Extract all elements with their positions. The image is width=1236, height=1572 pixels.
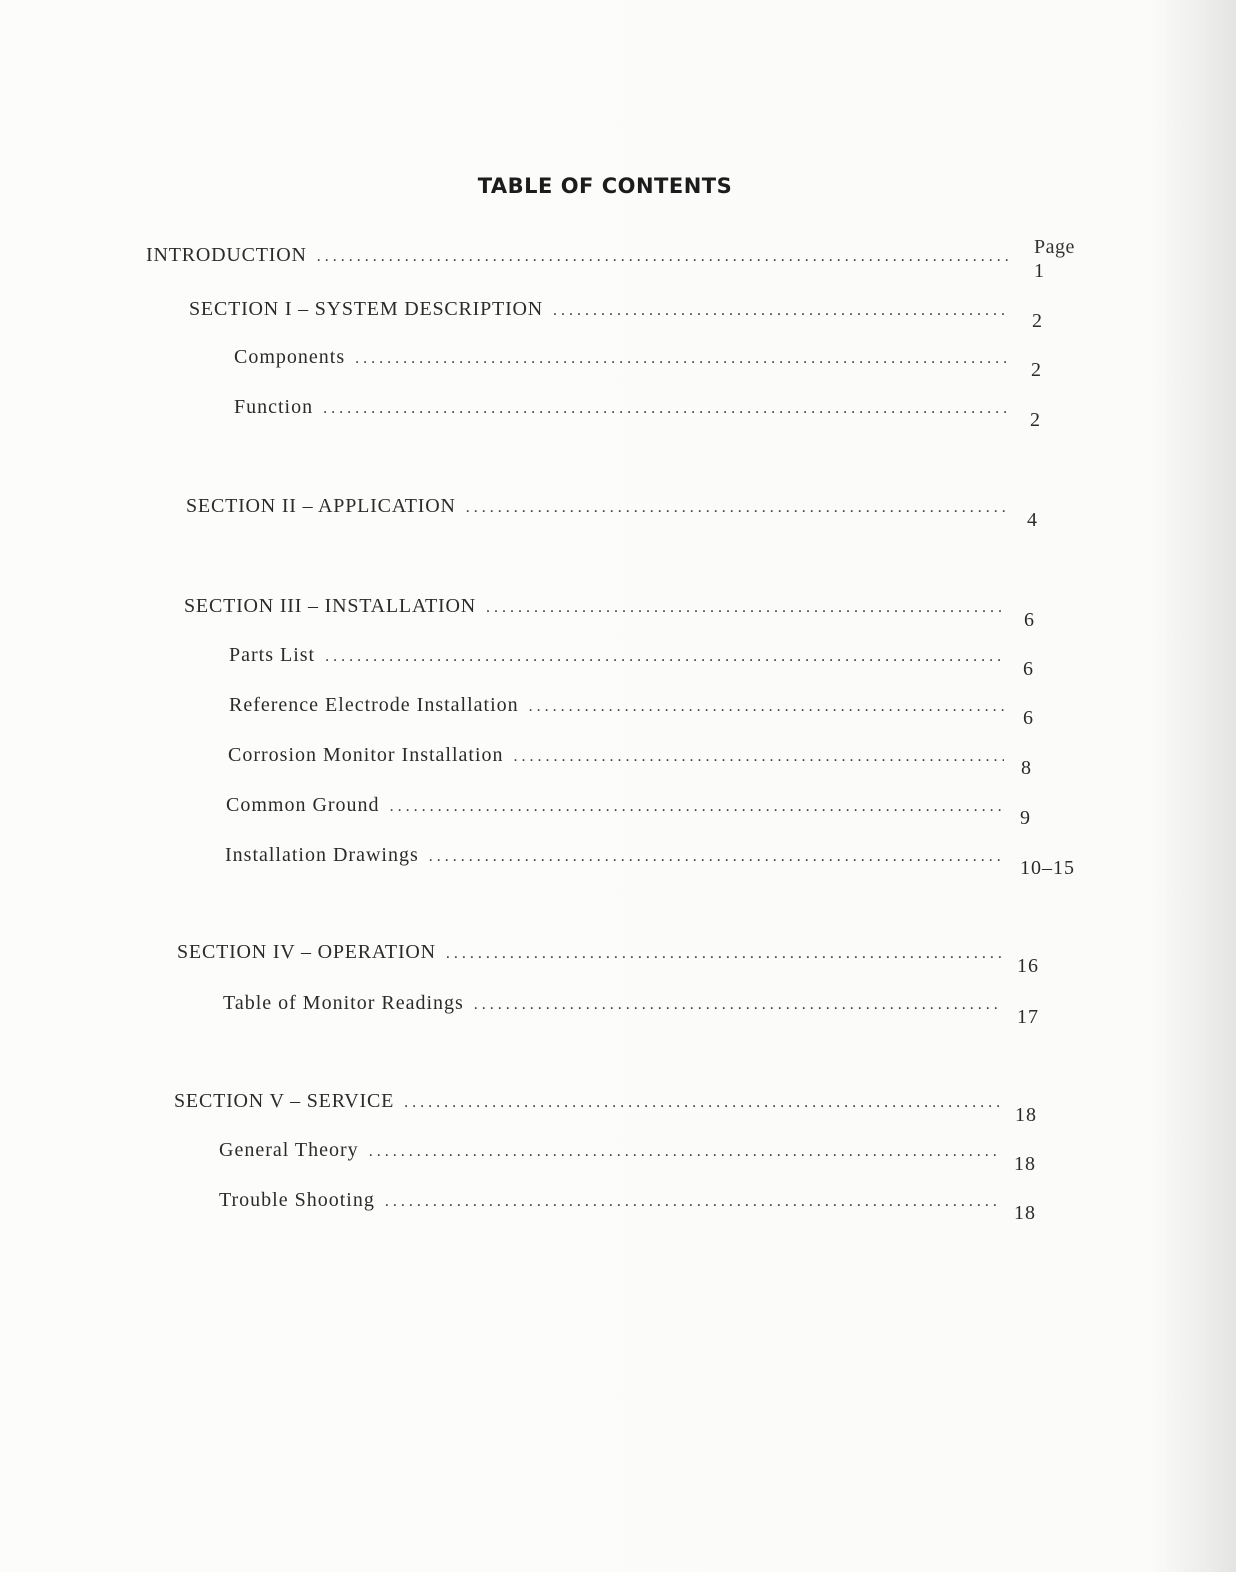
toc-entry-page: 17 bbox=[1017, 1006, 1039, 1028]
toc-entry-page: 18 bbox=[1015, 1104, 1037, 1126]
toc-entry-section-3[interactable] bbox=[184, 595, 1035, 631]
toc-entry-page: 18 bbox=[1014, 1202, 1036, 1224]
toc-entry-trouble-shooting[interactable] bbox=[219, 1189, 1036, 1224]
toc-entry-page: 16 bbox=[1017, 955, 1039, 977]
toc-entry-components[interactable] bbox=[234, 346, 1042, 381]
dot-leader bbox=[369, 1143, 1000, 1161]
toc-entry-reference-electrode-installation[interactable] bbox=[229, 694, 1034, 729]
toc-entry-label: SECTION II – APPLICATION bbox=[186, 495, 456, 517]
dot-leader bbox=[355, 350, 1008, 368]
toc-entry-label: Reference Electrode Installation bbox=[229, 694, 519, 716]
toc-entry-label: SECTION IV – OPERATION bbox=[177, 941, 436, 963]
toc-entry-section-2[interactable] bbox=[186, 495, 1038, 531]
toc-entry-label: Trouble Shooting bbox=[219, 1189, 375, 1211]
toc-entry-label: Function bbox=[234, 396, 314, 418]
dot-leader bbox=[323, 400, 1008, 418]
dot-leader bbox=[474, 996, 1002, 1014]
dot-leader bbox=[466, 499, 1008, 517]
toc-entry-section-1[interactable] bbox=[189, 298, 1043, 332]
dot-leader bbox=[553, 302, 1008, 320]
toc-entry-page: 2 bbox=[1030, 409, 1041, 431]
toc-entry-section-4[interactable] bbox=[177, 941, 1039, 977]
toc-entry-page: 6 bbox=[1023, 707, 1034, 729]
toc-entry-page: 2 bbox=[1032, 310, 1043, 332]
toc-entry-label: INTRODUCTION bbox=[146, 244, 307, 266]
toc-entry-page: 8 bbox=[1021, 757, 1032, 779]
dot-leader bbox=[390, 798, 1004, 816]
toc-entry-function[interactable] bbox=[234, 396, 1041, 431]
dot-leader bbox=[325, 648, 1006, 666]
toc-entry-label: SECTION I – SYSTEM DESCRIPTION bbox=[189, 298, 544, 320]
toc-entry-section-5[interactable] bbox=[174, 1090, 1037, 1126]
toc-entry-label: General Theory bbox=[219, 1139, 359, 1161]
dot-leader bbox=[404, 1094, 1000, 1112]
page-title: TABLE OF CONTENTS bbox=[477, 174, 733, 198]
toc-entry-page: 6 bbox=[1024, 609, 1035, 631]
toc-entry-label: SECTION V – SERVICE bbox=[174, 1090, 395, 1112]
dot-leader bbox=[446, 945, 1002, 963]
dot-leader bbox=[486, 599, 1006, 617]
toc-entry-label: SECTION III – INSTALLATION bbox=[184, 595, 476, 617]
toc-entry-installation-drawings[interactable] bbox=[225, 844, 1075, 879]
toc-entry-label: Table of Monitor Readings bbox=[223, 992, 464, 1014]
toc-entry-page: 1 bbox=[1034, 260, 1045, 282]
toc-entry-label: Parts List bbox=[229, 644, 316, 666]
dot-leader bbox=[529, 698, 1006, 716]
toc-entry-table-of-monitor-readings[interactable] bbox=[223, 992, 1039, 1028]
toc-entry-page: 2 bbox=[1031, 359, 1042, 381]
toc-entry-label: Corrosion Monitor Installation bbox=[228, 744, 504, 766]
toc-entry-corrosion-monitor-installation[interactable] bbox=[228, 744, 1032, 779]
page-column-header: Page bbox=[1034, 236, 1075, 258]
toc-entry-parts-list[interactable] bbox=[229, 644, 1034, 680]
toc-entry-page: 10–15 bbox=[1020, 857, 1075, 879]
toc-entry-page: 18 bbox=[1014, 1153, 1036, 1175]
toc-entry-general-theory[interactable] bbox=[219, 1139, 1036, 1175]
toc-entry-page: 6 bbox=[1023, 658, 1034, 680]
toc-entry-introduction[interactable] bbox=[146, 244, 1045, 282]
toc-entry-label: Components bbox=[234, 346, 346, 368]
toc-entry-common-ground[interactable] bbox=[226, 794, 1031, 829]
dot-leader bbox=[514, 748, 1004, 766]
dot-leader bbox=[385, 1193, 1000, 1211]
toc-entry-page: 4 bbox=[1027, 509, 1038, 531]
dot-leader bbox=[317, 248, 1008, 266]
dot-leader bbox=[429, 848, 1002, 866]
toc-entry-page: 9 bbox=[1020, 807, 1031, 829]
toc-entry-label: Installation Drawings bbox=[225, 844, 419, 866]
toc-entry-label: Common Ground bbox=[226, 794, 380, 816]
